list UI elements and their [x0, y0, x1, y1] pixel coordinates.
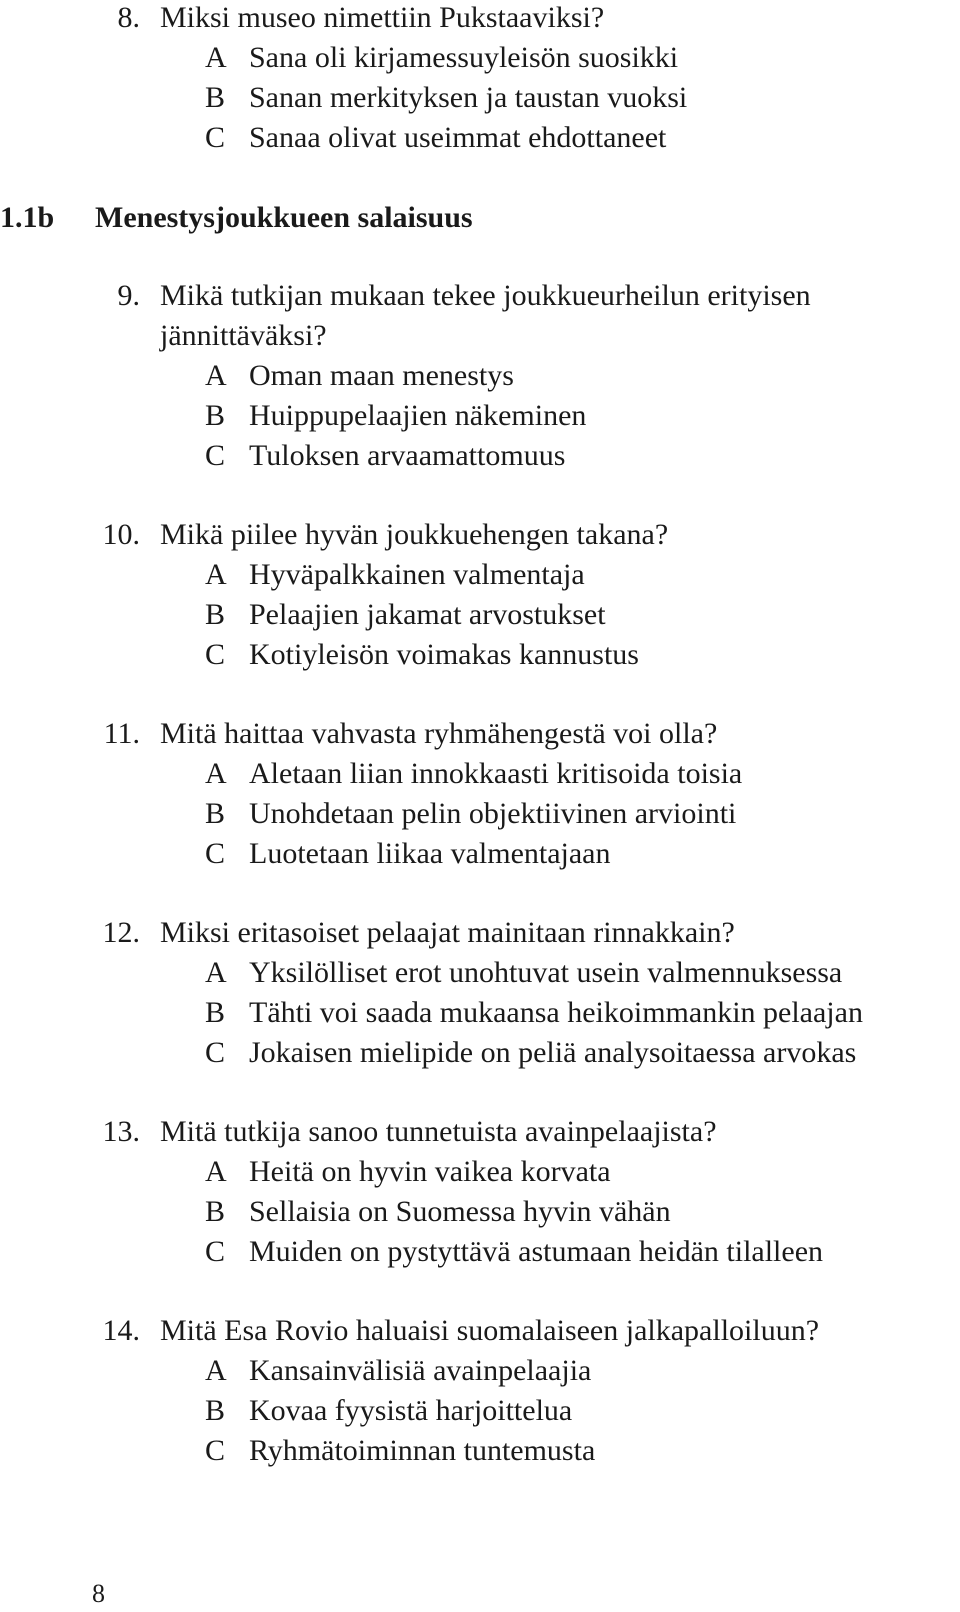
option-letter: A	[205, 41, 227, 74]
question-number: 13.	[102, 1115, 140, 1148]
question-number: 9.	[117, 279, 140, 312]
option-text: Oman maan menestys	[249, 359, 514, 392]
option-letter: B	[205, 996, 226, 1029]
option-text: Unohdetaan pelin objektiivinen arviointi	[249, 797, 737, 830]
option-text: Tähti voi saada mukaansa heikoimmankin pelaajan	[249, 996, 863, 1029]
option-text: Ryhmätoiminnan tuntemusta	[249, 1434, 596, 1467]
option-text: Sanan merkityksen ja taustan vuoksi	[249, 81, 688, 114]
option-text: Sellaisia on Suomessa hyvin vähän	[249, 1195, 671, 1228]
option-letter: C	[205, 1235, 226, 1268]
option-text: Muiden on pystyttävä astumaan heidän tilalleen	[249, 1235, 824, 1268]
question-text: Mitä tutkija sanoo tunnetuista avainpelaajista?	[160, 1115, 717, 1148]
page-number: 8	[92, 1579, 105, 1608]
question-text: Mikä piilee hyvän joukkuehengen takana?	[160, 518, 669, 551]
section-title: Menestysjoukkueen salaisuus	[95, 201, 473, 234]
option-letter: A	[205, 757, 227, 790]
option-text: Sanaa olivat useimmat ehdottaneet	[249, 121, 667, 154]
option-letter: A	[205, 558, 227, 591]
option-letter: B	[205, 598, 226, 631]
option-letter: B	[205, 797, 226, 830]
option-letter: A	[205, 956, 227, 989]
option-letter: B	[205, 1195, 226, 1228]
option-letter: C	[205, 1434, 226, 1467]
option-letter: A	[205, 1155, 227, 1188]
option-text: Huippupelaajien näkeminen	[249, 399, 587, 432]
option-letter: C	[205, 837, 226, 870]
option-letter: A	[205, 1354, 227, 1387]
option-letter: C	[205, 638, 226, 671]
question-number: 12.	[102, 916, 140, 949]
option-text: Aletaan liian innokkaasti kritisoida toisia	[249, 757, 743, 790]
option-letter: A	[205, 359, 227, 392]
option-text: Hyväpalkkainen valmentaja	[249, 558, 585, 591]
question-text: Mikä tutkijan mukaan tekee joukkueurheilun erityisen	[160, 279, 811, 312]
option-letter: B	[205, 399, 226, 432]
option-text: Yksilölliset erot unohtuvat usein valmennuksessa	[249, 956, 843, 989]
question-text: Miksi eritasoiset pelaajat mainitaan rinnakkain?	[160, 916, 735, 949]
section-number: 1.1b	[0, 201, 55, 234]
question-number: 10.	[102, 518, 140, 551]
option-text: Heitä on hyvin vaikea korvata	[249, 1155, 611, 1188]
option-letter: C	[205, 1036, 226, 1069]
question-text: jännittäväksi?	[160, 319, 327, 352]
question-text: Miksi museo nimettiin Pukstaaviksi?	[160, 1, 605, 34]
option-text: Kotiyleisön voimakas kannustus	[249, 638, 639, 671]
question-text: Mitä Esa Rovio haluaisi suomalaiseen jalkapalloiluun?	[160, 1314, 820, 1347]
option-text: Pelaajien jakamat arvostukset	[249, 598, 606, 631]
option-letter: C	[205, 439, 226, 472]
option-text: Kansainvälisiä avainpelaajia	[249, 1354, 592, 1387]
question-number: 14.	[102, 1314, 140, 1347]
option-text: Sana oli kirjamessuyleisön suosikki	[249, 41, 679, 74]
option-letter: C	[205, 121, 226, 154]
option-text: Luotetaan liikaa valmentajaan	[249, 837, 611, 870]
option-letter: B	[205, 81, 226, 114]
option-text: Tuloksen arvaamattomuus	[249, 439, 566, 472]
option-letter: B	[205, 1394, 226, 1427]
option-text: Jokaisen mielipide on peliä analysoitaessa arvokas	[249, 1036, 857, 1069]
question-text: Mitä haittaa vahvasta ryhmähengestä voi olla?	[160, 717, 718, 750]
option-text: Kovaa fyysistä harjoittelua	[249, 1394, 573, 1427]
question-number: 8.	[117, 1, 140, 34]
question-number: 11.	[103, 717, 140, 750]
